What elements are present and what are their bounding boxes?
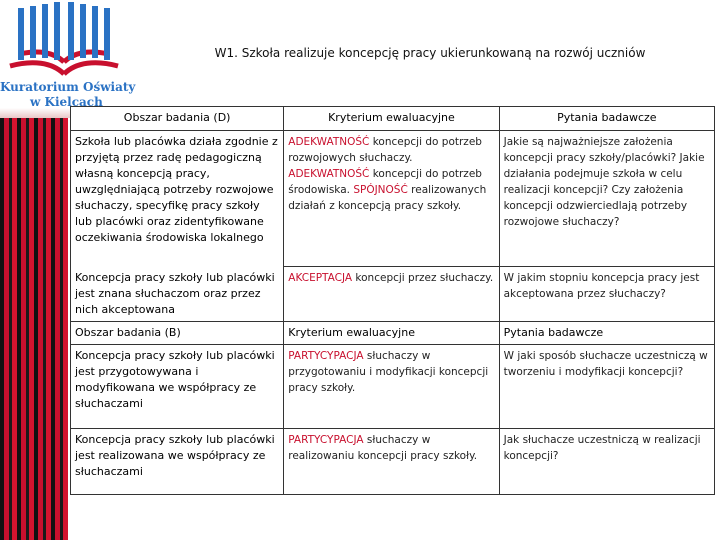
header-cell-area: Obszar badania (D) (71, 107, 284, 131)
criterion-keyword: ADEKWATNOŚĆ (288, 136, 370, 148)
criterion-keyword: ADEKWATNOŚĆ (288, 168, 370, 180)
criterion-cell (284, 131, 499, 267)
area-cell: Koncepcja pracy szkoły lub placówki jest realizowana we współpracy ze słuchaczami (71, 428, 284, 494)
subheader-cell-criterion: Kryterium ewaluacyjne (284, 321, 499, 344)
criterion-keyword: SPÓJNOŚĆ (353, 184, 408, 196)
logo-text-line2: w Kielcach (30, 95, 103, 109)
decorative-stripes (0, 118, 68, 540)
criterion-keyword: PARTYCYPACJA (288, 349, 364, 362)
slide-title: W1. Szkoła realizuje koncepcję pracy ukierunkowaną na rozwój uczniów (214, 46, 646, 60)
table-subheader-row (71, 321, 715, 344)
questions-cell: W jakim stopniu koncepcja pracy jest akceptowana przez słuchaczy? (499, 267, 714, 322)
criterion-text: realizowanych działań z koncepcją pracy szkoły. (288, 184, 487, 212)
header-cell-criterion: Kryterium ewaluacyjne (284, 107, 499, 131)
criterion-text: koncepcji przez słuchaczy. (352, 272, 494, 284)
subheader-cell-questions: Pytania badawcze (499, 321, 714, 344)
questions-cell: Jak słuchacze uczestniczą w realizacji koncepcji? (499, 428, 714, 494)
table-row (71, 428, 715, 494)
area-cell: Koncepcja pracy szkoły lub placówki jest znana słuchaczom oraz przez nich akceptowana (71, 267, 284, 322)
header-cell-questions: Pytania badawcze (499, 107, 714, 131)
criterion-text: słuchaczy w przygotowaniu i modyfikacji koncepcji pracy szkoły. (288, 349, 489, 394)
criterion-cell (284, 267, 499, 322)
logo-text-line1: Kuratorium Oświaty (0, 80, 136, 94)
area-cell: Szkoła lub placówka działa zgodnie z przyjętą przez radę pedagogiczną własną koncepcją pracy, uwzględniającą potrzeby rozwojowe słuchaczy, specyfikę pracy szkoły lub placówki oraz zidentyfikowane oczekiwania środowiska lokalnego (71, 131, 284, 267)
table-header-row (71, 107, 715, 131)
criterion-text: koncepcji do potrzeb środowiska. (288, 168, 482, 196)
criterion-keyword: PARTYCYPACJA (288, 433, 364, 446)
kuratorium-logo (0, 0, 136, 112)
questions-cell: W jaki sposób słuchacze uczestniczą w tworzeniu i modyfikacji koncepcji? (499, 344, 714, 428)
book-emblem-icon (2, 2, 126, 82)
criterion-keyword: AKCEPTACJA (288, 272, 353, 284)
criterion-text: słuchaczy w realizowaniu koncepcji pracy szkoły. (288, 433, 478, 462)
evaluation-table (70, 106, 715, 495)
table-row (71, 131, 715, 267)
questions-cell: Jakie są najważniejsze założenia koncepcji pracy szkoły/placówki? Jakie działania podejmuje szkoła w celu realizacji koncepcji? Czy założenia koncepcji odzwierciedlają potrzeby rozwojowe słuchaczy? (499, 131, 714, 267)
subheader-cell-area: Obszar badania (B) (71, 321, 284, 344)
area-cell: Koncepcja pracy szkoły lub placówki jest przygotowywana i modyfikowana we współpracy ze słuchaczami (71, 344, 284, 428)
criterion-text: koncepcji do potrzeb rozwojowych słuchaczy. (288, 136, 482, 164)
table-row (71, 267, 715, 322)
criterion-cell (284, 428, 499, 494)
table-row (71, 344, 715, 428)
criterion-cell (284, 344, 499, 428)
